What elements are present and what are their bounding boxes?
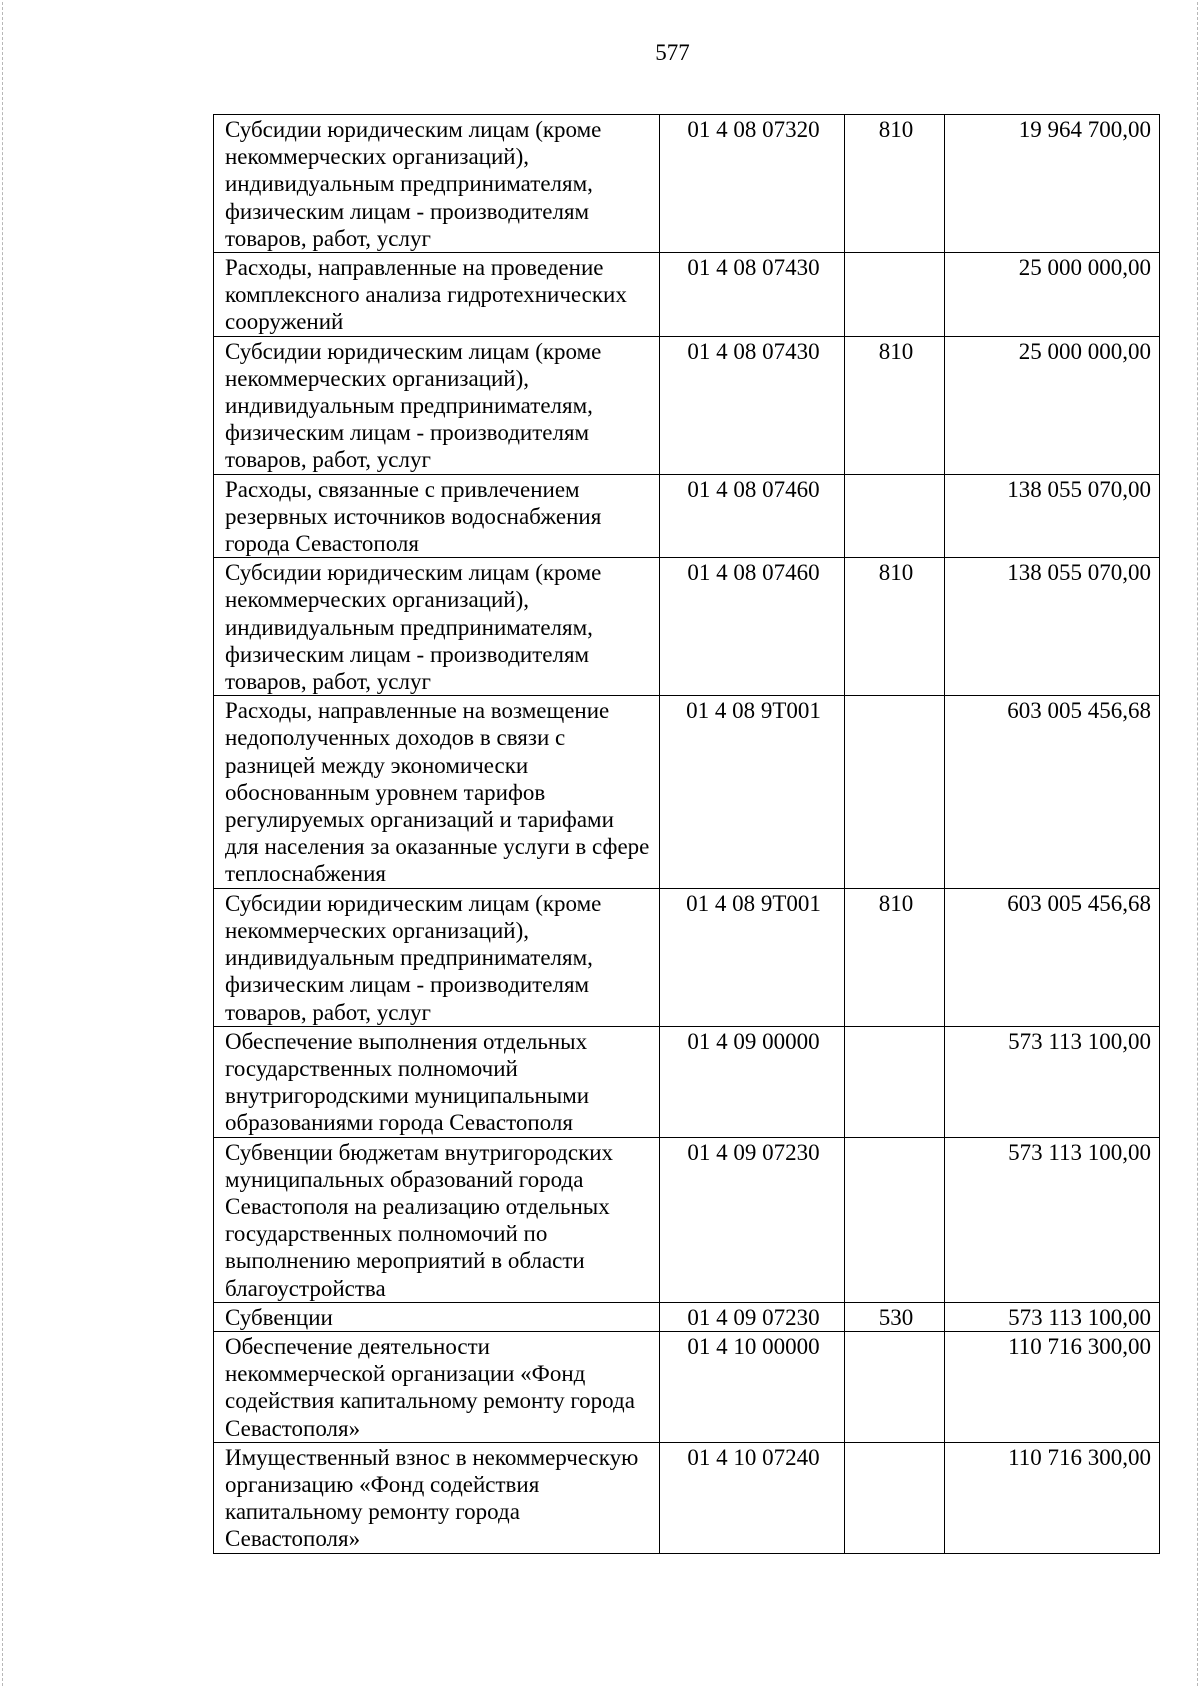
row-type: 810: [845, 558, 945, 696]
row-sum: 25 000 000,00: [945, 253, 1160, 337]
table-row: [214, 474, 1160, 558]
page-number: 577: [655, 40, 690, 65]
row-code: 01 4 08 07460: [660, 474, 845, 558]
row-sum: 603 005 456,68: [945, 888, 1160, 1026]
row-sum: 573 113 100,00: [945, 1026, 1160, 1137]
row-name: Имущественный взнос в некоммерческую организацию «Фонд содействия капитальному ремонту города Севастополя»: [214, 1442, 660, 1553]
row-code: 01 4 09 07230: [660, 1302, 845, 1331]
row-code: 01 4 08 07320: [660, 115, 845, 253]
row-code: 01 4 08 9Т001: [660, 888, 845, 1026]
table-row: [214, 1137, 1160, 1302]
table-row: [214, 696, 1160, 888]
row-type: [845, 696, 945, 888]
row-name: Расходы, связанные с привлечением резервных источников водоснабжения города Севастополя: [214, 474, 660, 558]
row-type: 810: [845, 115, 945, 253]
row-type: 810: [845, 336, 945, 474]
row-type: [845, 1442, 945, 1553]
row-name: Субвенции бюджетам внутригородских муниципальных образований города Севастополя на реализацию отдельных государственных полномочий по выполнению мероприятий в области благоустройства: [214, 1137, 660, 1302]
row-name: Субсидии юридическим лицам (кроме некоммерческих организаций), индивидуальным предпринимателям, физическим лицам - производителям товаров, работ, услуг: [214, 558, 660, 696]
row-name: Расходы, направленные на возмещение недополученных доходов в связи с разницей между экономически обоснованным уровнем тарифов регулируемых организаций и тарифами для населения за оказанные услуги в сфере теплоснабжения: [214, 696, 660, 888]
row-type: [845, 1026, 945, 1137]
row-sum: 19 964 700,00: [945, 115, 1160, 253]
row-type: 810: [845, 888, 945, 1026]
budget-table: [213, 114, 1160, 1554]
row-sum: 573 113 100,00: [945, 1302, 1160, 1331]
row-sum: 138 055 070,00: [945, 558, 1160, 696]
row-name: Субсидии юридическим лицам (кроме некоммерческих организаций), индивидуальным предпринимателям, физическим лицам - производителям товаров, работ, услуг: [214, 115, 660, 253]
table-row: [214, 558, 1160, 696]
row-sum: 138 055 070,00: [945, 474, 1160, 558]
row-code: 01 4 08 07460: [660, 558, 845, 696]
row-code: 01 4 10 07240: [660, 1442, 845, 1553]
row-code: 01 4 08 07430: [660, 253, 845, 337]
table-row: [214, 1442, 1160, 1553]
table-row: [214, 253, 1160, 337]
row-type: 530: [845, 1302, 945, 1331]
row-sum: 110 716 300,00: [945, 1442, 1160, 1553]
row-type: [845, 1137, 945, 1302]
row-code: 01 4 09 00000: [660, 1026, 845, 1137]
row-name: Субсидии юридическим лицам (кроме некоммерческих организаций), индивидуальным предпринимателям, физическим лицам - производителям товаров, работ, услуг: [214, 336, 660, 474]
row-type: [845, 253, 945, 337]
table-row: [214, 336, 1160, 474]
row-name: Субвенции: [214, 1302, 660, 1331]
row-name: Расходы, направленные на проведение комплексного анализа гидротехнических сооружений: [214, 253, 660, 337]
row-code: 01 4 08 9Т001: [660, 696, 845, 888]
row-sum: 110 716 300,00: [945, 1331, 1160, 1442]
table-row: [214, 115, 1160, 253]
row-sum: 25 000 000,00: [945, 336, 1160, 474]
row-type: [845, 1331, 945, 1442]
row-name: Субсидии юридическим лицам (кроме некоммерческих организаций), индивидуальным предпринимателям, физическим лицам - производителям товаров, работ, услуг: [214, 888, 660, 1026]
table-row: [214, 1331, 1160, 1442]
row-code: 01 4 08 07430: [660, 336, 845, 474]
row-code: 01 4 10 00000: [660, 1331, 845, 1442]
table-row: [214, 888, 1160, 1026]
row-name: Обеспечение деятельности некоммерческой организации «Фонд содействия капитальному ремонту города Севастополя»: [214, 1331, 660, 1442]
row-type: [845, 474, 945, 558]
row-code: 01 4 09 07230: [660, 1137, 845, 1302]
table-row: [214, 1302, 1160, 1331]
row-sum: 573 113 100,00: [945, 1137, 1160, 1302]
table-row: [214, 1026, 1160, 1137]
row-name: Обеспечение выполнения отдельных государственных полномочий внутригородскими муниципальными образованиями города Севастополя: [214, 1026, 660, 1137]
row-sum: 603 005 456,68: [945, 696, 1160, 888]
